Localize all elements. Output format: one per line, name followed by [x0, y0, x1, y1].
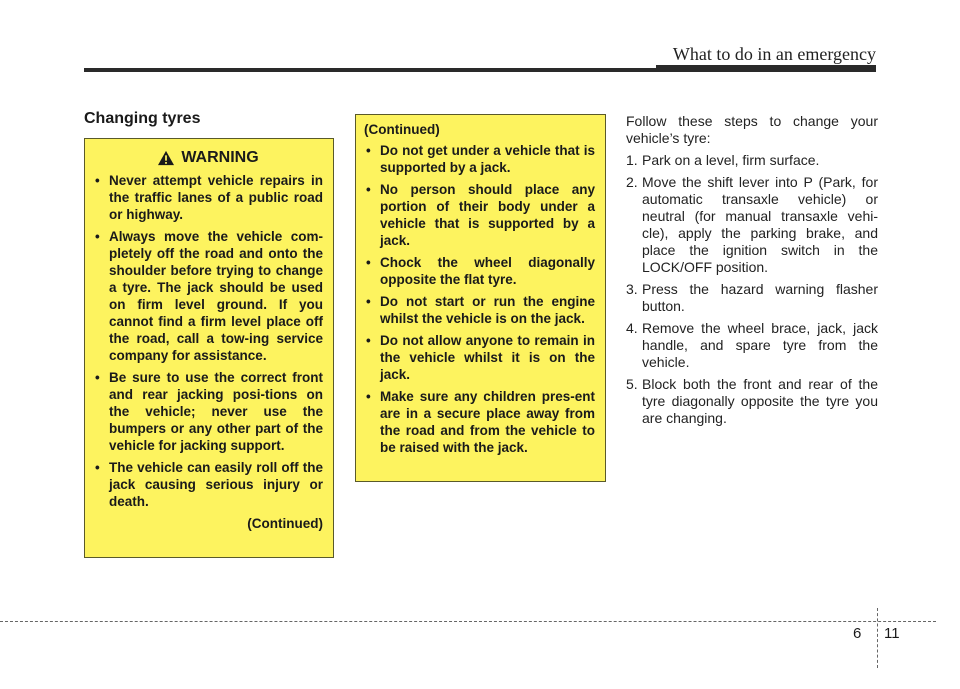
step-number: 1.: [626, 152, 638, 168]
steps-column: [626, 113, 878, 432]
warning-heading-row: [93, 149, 323, 166]
page-number: 11: [884, 625, 900, 642]
list-item: • The vehicle can easily roll off the jack causing serious injury or death.: [93, 459, 323, 510]
step-number: 3.: [626, 281, 638, 297]
step-item: [626, 320, 878, 371]
continued-label: (Continued): [364, 122, 440, 137]
step-number: 2.: [626, 174, 638, 190]
list-item: • Chock the wheel diagonally opposite the flat tyre.: [364, 254, 595, 288]
section-title: Changing tyres: [84, 110, 201, 127]
step-item: [626, 376, 878, 427]
step-text: Press the hazard warning flasher button.: [642, 281, 878, 314]
list-item: • Make sure any children pres-ent are in a secure place away from the road and from the vehicle to be raised with the jack.: [364, 388, 595, 456]
warning-triangle-icon: [157, 150, 175, 166]
list-item: • No person should place any portion of their body under a vehicle that is supported by a jack.: [364, 181, 595, 249]
list-item: • Be sure to use the correct front and rear jacking posi-tions on the vehicle; never use the bumpers or any other part of the vehicle for jacking support.: [93, 369, 323, 454]
step-number: 5.: [626, 376, 638, 392]
step-text: Park on a level, firm surface.: [642, 152, 820, 168]
list-item: • Do not start or run the engine whilst the vehicle is on the jack.: [364, 293, 595, 327]
continued-warning-list: [364, 142, 595, 456]
list-item: • Always move the vehicle com-pletely off the road and onto the shoulder before trying to change a tyre. The jack should be used on firm level ground. If you cannot find a firm level place off the road, call a tow-ing service company for assistance.: [93, 228, 323, 364]
step-item: [626, 174, 878, 276]
footer-divider: [877, 608, 878, 668]
warning-box: [84, 138, 334, 558]
continued-warning-box: [355, 114, 606, 482]
chapter-number: 6: [853, 625, 862, 642]
step-text: Block both the front and rear of the tyre diagonally opposite the tyre you are changing.: [642, 376, 878, 426]
footer-rule: [0, 621, 936, 622]
steps-intro: Follow these steps to change your vehicle’s tyre:: [626, 113, 878, 146]
list-item: • Do not get under a vehicle that is supported by a jack.: [364, 142, 595, 176]
step-number: 4.: [626, 320, 638, 336]
list-item: • Never attempt vehicle repairs in the traffic lanes of a public road or highway.: [93, 172, 323, 223]
step-text: Move the shift lever into P (Park, for automatic transaxle vehicle) or neutral (for manual transaxle vehi-cle), apply the parking brake, and place the ignition switch in the LOCK/OFF position.: [642, 174, 878, 275]
header-title: What to do in an emergency: [672, 44, 876, 64]
step-text: Remove the wheel brace, jack, jack handle, and spare tyre from the vehicle.: [642, 320, 878, 370]
list-item: • Do not allow anyone to remain in the vehicle whilst it is on the jack.: [364, 332, 595, 383]
warning-heading: WARNING: [181, 149, 259, 166]
continued-label: (Continued): [247, 516, 323, 531]
steps-list: [626, 152, 878, 427]
header-rule: [84, 68, 876, 72]
step-item: [626, 152, 878, 169]
step-item: [626, 281, 878, 315]
warning-list: [93, 172, 323, 510]
